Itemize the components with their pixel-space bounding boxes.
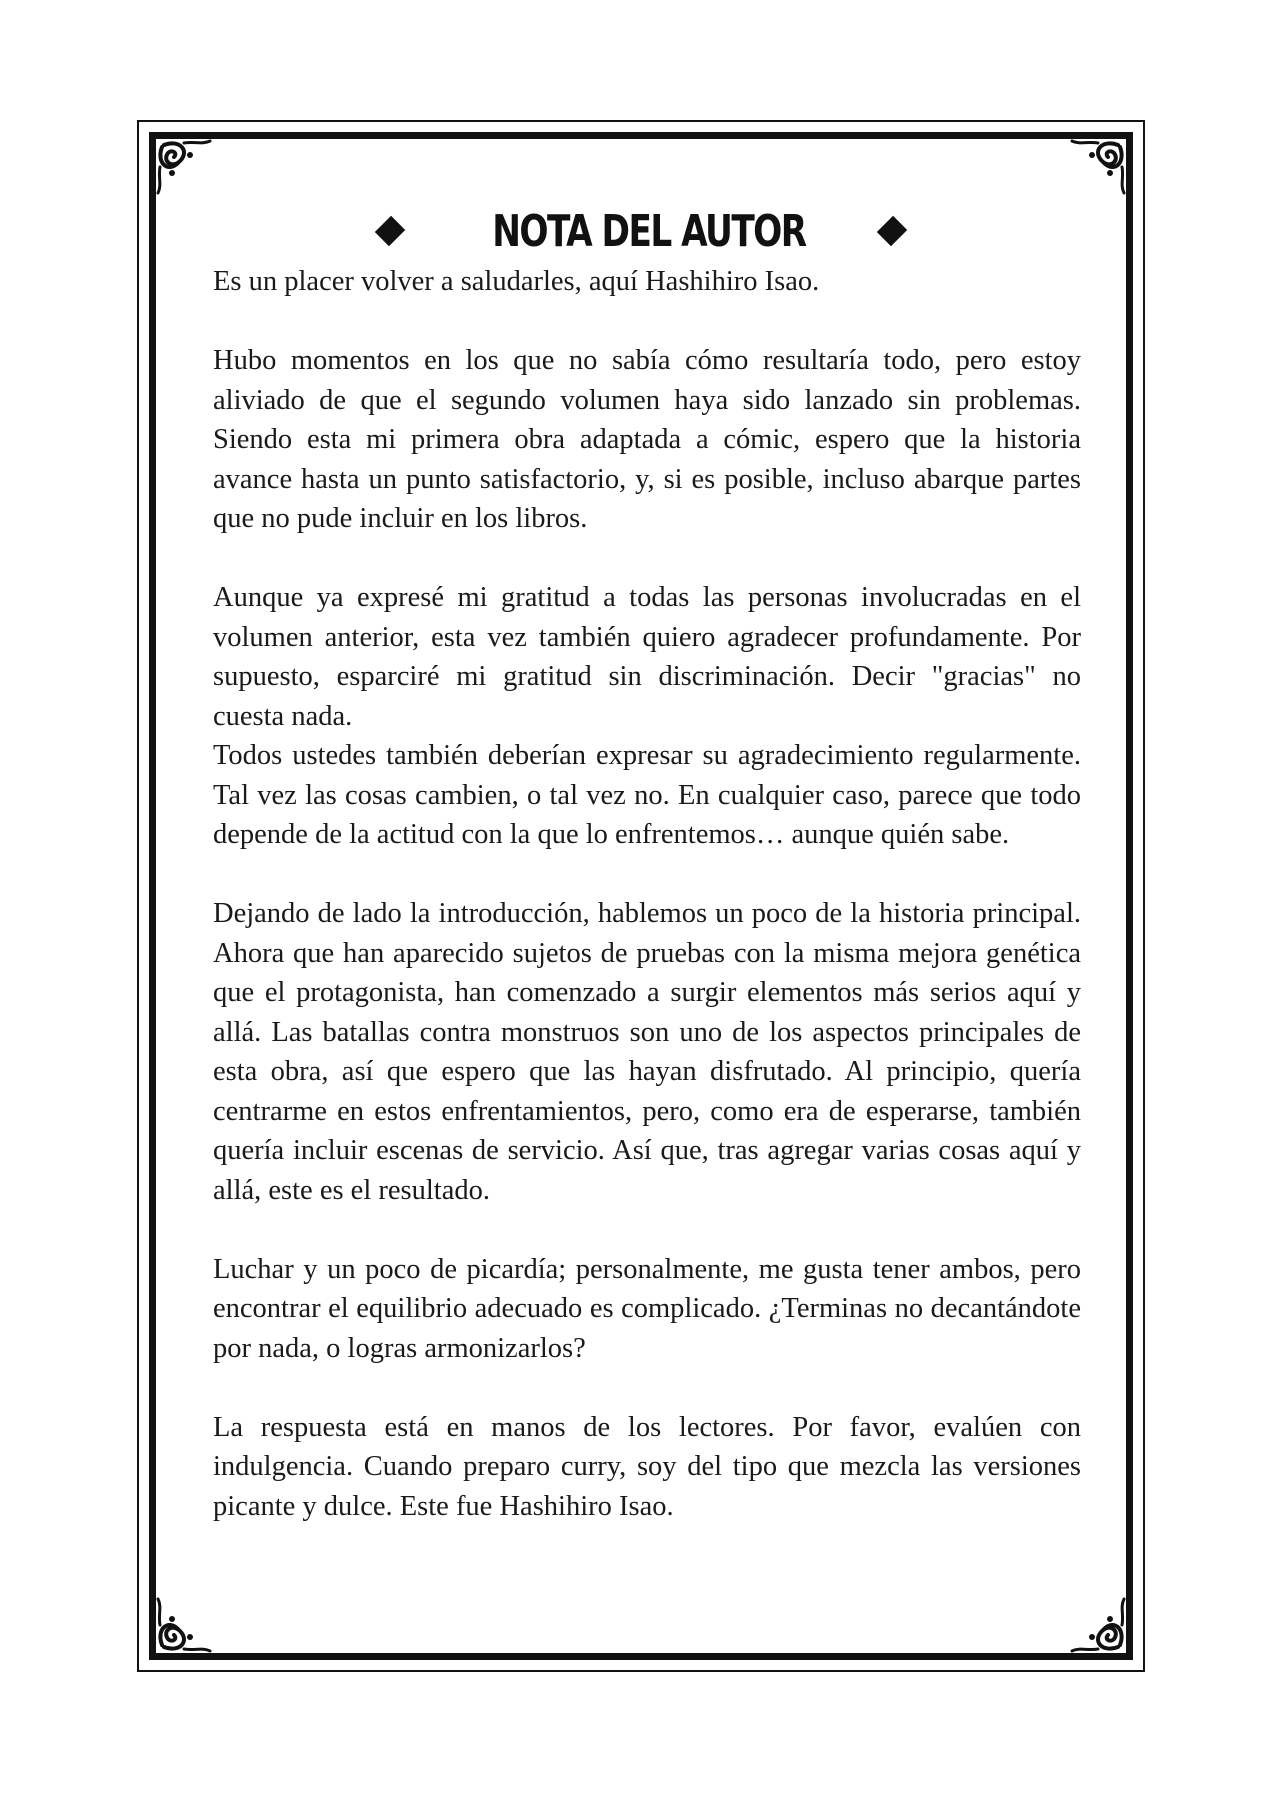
diamond-right-icon [877,216,907,246]
title-row [150,196,1132,266]
author-note-body [213,262,1081,1566]
paragraph: Dejando de lado la introducción, hablemos un poco de la historia principal. Ahora que han aparecido sujetos de pruebas con la misma mejora genética que el protagonista, han comenzado a surgir elementos más serios aquí y allá. Las batallas contra monstruos son uno de los aspectos principales de esta obra, así que espero que las hayan disfrutado. Al principio, quería centrarme en estos enfrentamientos, pero, como era de esperarse, también quería incluir escenas de servicio. Así que, tras agregar varias cosas aquí y allá, este es el resultado. [213,898,1081,1206]
paragraph: Hubo momentos en los que no sabía cómo resultaría todo, pero estoy aliviado de que el segundo volumen haya sido lanzado sin problemas. Siendo esta mi primera obra adaptada a cómic, espero que la historia avance hasta un punto satisfactorio, y, si es posible, incluso abarque partes que no pude incluir en los libros. [213,345,1081,534]
paragraph: Todos ustedes también deberían expresar su agradecimiento regularmente. Tal vez las cosas cambien, o tal vez no. En cualquier caso, parece que todo depende de la actitud con la que lo enfrentemos… aunque quién sabe. [213,740,1081,850]
corner-ornament-top-right-icon [1060,133,1132,205]
corner-ornament-top-left-icon [150,133,222,205]
diamond-left-icon [375,216,405,246]
paragraph: La respuesta está en manos de los lectores. Por favor, evalúen con indulgencia. Cuando preparo curry, soy del tipo que mezcla las versiones picante y dulce. Este fue Hashihiro Isao. [213,1411,1081,1522]
paragraph: Es un placer volver a saludarles, aquí Hashihiro Isao. [213,266,820,297]
paragraph: Luchar y un poco de picardía; personalmente, me gusta tener ambos, pero encontrar el equilibrio adecuado es complicado. ¿Terminas no decantándote por nada, o logras armonizarlos? [213,1253,1081,1364]
corner-ornament-bottom-right-icon [1060,1587,1132,1659]
corner-ornament-bottom-left-icon [150,1587,222,1659]
paragraph: Aunque ya expresé mi gratitud a todas las personas involucradas en el volumen anterior, esta vez también quiero agradecer profundamente. Por supuesto, esparciré mi gratitud sin discriminación. Decir "gracias" no cuesta nada. [213,582,1081,732]
page-title: NOTA DEL AUTOR [492,205,806,257]
